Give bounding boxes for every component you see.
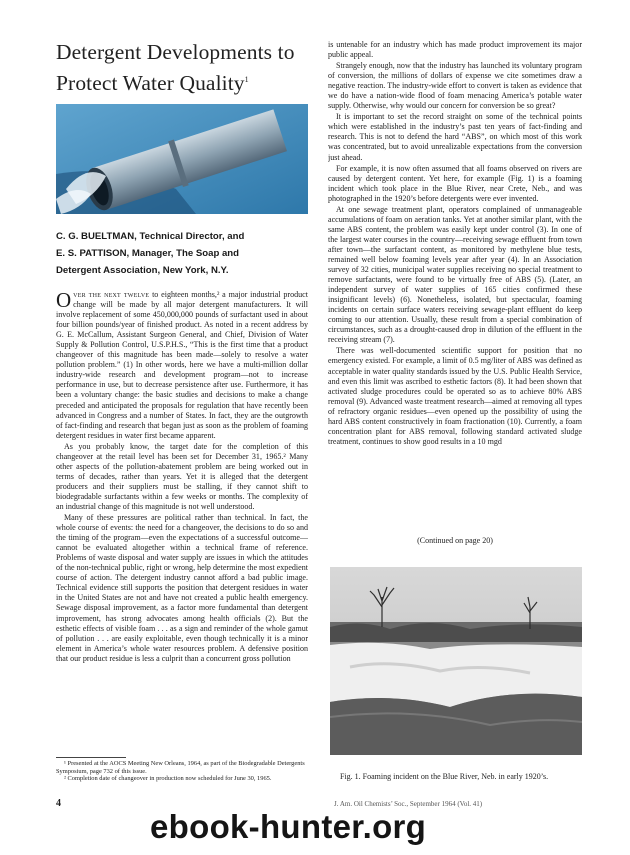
continued-note: (Continued on page 20) [417,536,493,545]
header-photo-pipes [56,104,308,214]
byline-line-3: Detergent Association, New York, N.Y. [56,265,229,276]
right-paragraph-6: There was well-documented scientific support for position that no emergency existed. For example, a limit of 0.5 mg/liter of ABS was defined as acceptable in water quality standards issued by the U.S. Public Health Service, and even this limit was ascribed to esthetic factors (8). It had been shown that activated sludge procedures could be operated so as to achieve 80% ABS removal (9). Advanced waste treatment research—aimed at removing all types of refractory organic residues—even opened up the possibility of using the hard ABS content constructively in foam fractionation (10). Currently, a foam concentration plant for ABS removal, following standard activated sludge treatment, continues to show good results in a 10 mgd [328,346,582,446]
footnotes [56,760,308,783]
right-paragraph-1: is untenable for an industry which has made product improvement its major public appeal. [328,40,582,60]
title-footnote-marker: 1 [244,75,249,84]
figure-1-photo-foaming-river [330,567,582,755]
page-number: 4 [56,798,61,809]
right-paragraph-2: Strangely enough, now that the industry has launched its voluntary program of conversion, the millions of dollars of expense we cite sometimes draw a negative reaction. The industry-wide effort to convert is taken as evidence that we do have a nation-wide flood of foam menacing America’s potable water supply. Otherwise, why would our concern for conversion be so great? [328,61,582,111]
footnote-1: ¹ Presented at the AOCS Meeting New Orleans, 1964, as part of the Biodegradable Detergents Symposium, page 732 of this issue. [56,760,305,775]
author-byline [56,228,308,279]
lead-smallcaps: ver the next twelve [73,290,150,299]
left-paragraph-3: Many of these pressures are political rather than technical. In fact, the whole course of events: the need for a changeover, the decisions to do so and the timing of the program—even the expectations of a successful outcome—cannot be evaluated altogether within a technical frame of reference. Problems of waste disposal and water supply are issues in which the attitudes of the non-technical public, right or wrong, help determine the most expedient course of action. The detergent industry cannot afford a bad public image. Technical evidence still supports the position that detergent residues in water in the United States are not and have not created a public health emergency. Sewage disposal improvement, as a factor more fundamental than detergent improvement, has strong advocates among health officials (2). But the esthetic effects of visible foam . . . as a sign and reminder of the whole gamut of pollution . . . are easily exploitable, even though technically it is a minor element in America’s whole water resources problem. A defensive position that our product residue is less a culprit than a concurrent gross pollution [56,513,308,663]
article-title: Detergent Developments to Protect Water Quality$^1$ [56,40,295,96]
right-paragraph-4: For example, it is now often assumed that all foams observed on rivers are caused by detergent content. Yet here, for example (Fig. 1) is a foaming incident which took place in the Blue River, near Crete, Neb., and was photographed in the 1920’s before detergents were ever invented. [328,163,582,203]
footnote-2: ² Completion date of changeover in production now scheduled for June 30, 1965. [64,775,272,783]
running-footer: J. Am. Oil Chemists’ Soc., September 1964 (Vol. 41) [334,800,483,808]
byline-line-2: E. S. PATTISON, Manager, The Soap and [56,248,240,259]
right-column-text [328,40,582,528]
byline-line-1: C. G. BUELTMAN, Technical Director, and [56,231,245,242]
right-paragraph-5: At one sewage treatment plant, operators complained of unmanageable accumulations of foam on aeration tanks. Yet at another similar plant, with the same ABS content, the problem was easily kept under control (3). In one of the largest water courses in the country—receiving sewage effluent from town after town—the surfactant content, as monitored by methylene blue tests, remained well below foaming levels year after year (4). In an Association survey of 32 cities, municipal water supplies receiving no special treatment to remove surfactants, were found to be virtually free of ABS (5). (Later, an independent survey of water supplies of 165 cities confirmed these insignificant levels) (6). Nonetheless, isolated, but spectacular, foaming incidents on certain surface waters receiving sewage-plant effluent do keep coming to our attention. Usually, these result from a special combination of circumstances, such as a drought-caused drop in dilution of the effluent in the receiving stream (7). [328,204,582,345]
right-paragraph-3: It is important to set the record straight on some of the technical points which were established in the industry’s past ten years of fact-finding and research. This is not to defend the hard “ABS”, on which most of this work was concentrated, but to avoid unrealizable expectations from the conversion just ahead. [328,112,582,162]
left-column-text [56,290,308,748]
lead-paragraph [56,290,308,441]
lead-text: to eighteen months,² a major industrial product change will be made by all major detergent manufacturers. It will involve replacement of some 450,000,000 pounds of surfactant used in about four billion pounds/year of finished product. As noted in a recent address by G. E. McCallum, Assistant Surgeon General, and Chief, Division of Water Supply & Pollution Control, U.S.P.H.S., “This is the first time that a product changeover of this magnitude has been made—solely to resolve a water pollution problem.” (1) In other words, here we have a multi-million dollar industry-wide research and development program—not to increase performance in use, but to decrease persistence after use. Furthermore, it has been a voluntary change: the basic studies and decisions to make a change preceded and anticipated the proposals for regulation that have recently been advanced in Congress and a number of States. In fact, they are the outgrowth of fact-finding and research that began just as soon as the problem of foaming detergent residues in water first became apparent. [56,290,308,440]
figure-1-caption: Fig. 1. Foaming incident on the Blue River, Neb. in early 1920’s. [340,772,549,781]
watermark-text: ebook-hunter.org [150,808,427,845]
footnote-rule [56,757,126,758]
drop-cap: O [56,290,72,312]
left-paragraph-2: As you probably know, the target date for the completion of this changeover at the retail level has been set for December 31, 1965.² Many other aspects of the pollution-abatement problem are being worked out in terms of decades, rather than years. Yet it is alleged that the detergent producers and their suppliers must be stalling, if they cannot shift to biodegradable surfactants within a few weeks or months. The complexity of an industrial change of this magnitude is not well understood. [56,441,308,511]
